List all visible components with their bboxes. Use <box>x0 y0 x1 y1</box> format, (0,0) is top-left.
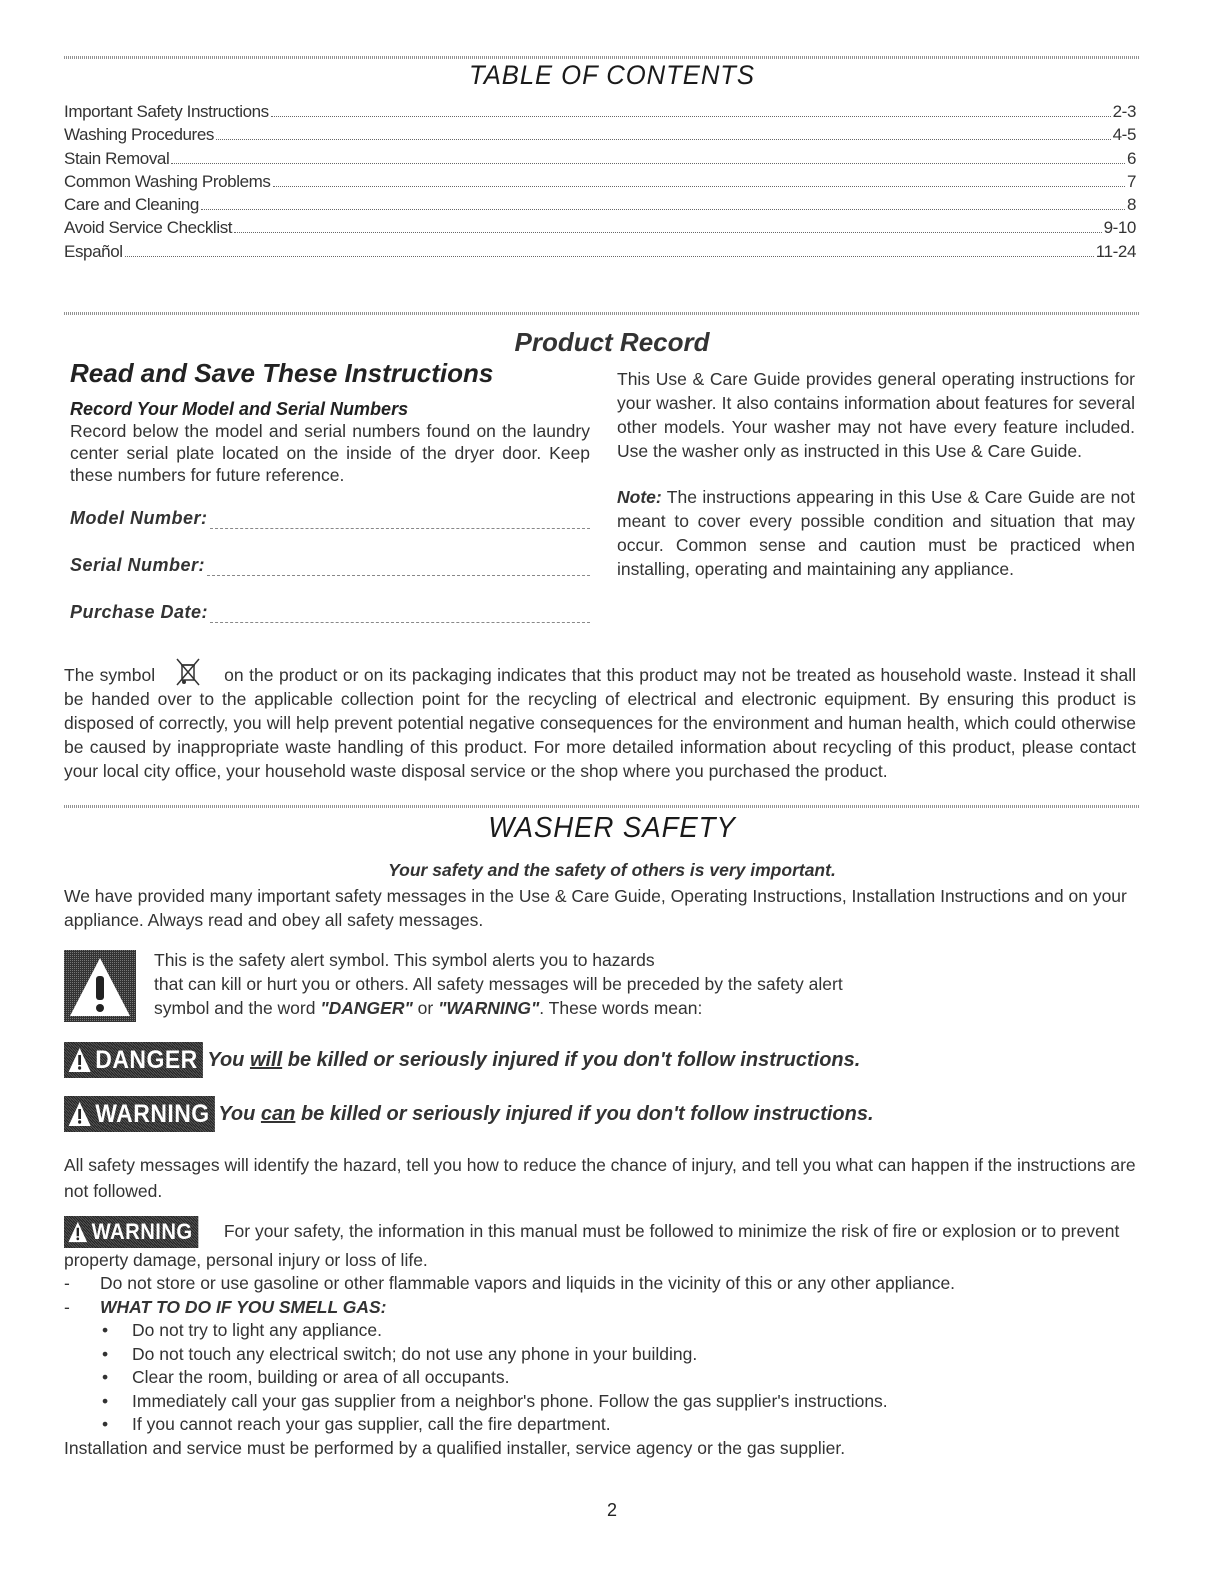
fire-explosion-warning <box>64 1216 1139 1272</box>
safety-messages-paragraph: All safety messages will identify the hazard, tell you how to reduce the chance of injury, and tell you what can happen if the instructions are not followed. <box>64 1155 1136 1201</box>
warning-word: "WARNING" <box>438 998 540 1018</box>
note-label: Note: <box>617 487 662 507</box>
danger-message <box>207 1049 860 1072</box>
dot-leader <box>271 115 1111 117</box>
toc-entry[interactable] <box>64 218 1136 241</box>
dot-leader <box>201 208 1125 210</box>
warning-label: WARNING <box>91 1219 193 1244</box>
msg-part: You <box>207 1048 250 1071</box>
alert-line <box>154 996 1114 1020</box>
washer-safety-subtitle: Your safety and the safety of others is very important. <box>388 860 836 880</box>
divider <box>64 805 1139 808</box>
msg-emphasis: will <box>249 1048 283 1071</box>
record-numbers-body: Record below the model and serial numbers found on the laundry center serial plate located on the inside of the dryer door. Keep these numbers for future reference. <box>70 421 590 485</box>
toc-entry-page: 4-5 <box>1112 125 1136 145</box>
list-item <box>64 1272 1139 1296</box>
list-item-text: Do not store or use gasoline or other flammable vapors and liquids in the vicinity of this or any other appliance. <box>100 1273 956 1293</box>
toc-entry-label: Common Washing Problems <box>64 171 271 191</box>
divider <box>64 312 1139 315</box>
danger-label: DANGER <box>95 1045 198 1074</box>
msg-part: be killed or seriously injured if you don't follow instructions. <box>295 1102 874 1125</box>
model-number-field[interactable] <box>70 508 590 529</box>
toc-entry-label: Care and Cleaning <box>64 195 199 215</box>
warning-badge <box>64 1096 215 1132</box>
serial-number-blank[interactable] <box>207 557 590 576</box>
guide-info <box>617 367 1135 581</box>
list-item <box>64 1413 1139 1437</box>
list-item <box>64 1296 1139 1320</box>
dot-leader <box>125 255 1094 257</box>
toc-entry-label: Avoid Service Checklist <box>64 218 233 238</box>
dot-leader <box>171 162 1125 164</box>
fire-warning-text: For your safety, the information in this manual must be followed to minimize the risk of fire or explosion or to prevent property damage, personal injury or loss of life. <box>64 1221 1120 1270</box>
field-label: Purchase Date: <box>70 602 209 622</box>
weee-text-start: The symbol <box>64 665 156 685</box>
gas-safety-list <box>64 1272 1139 1460</box>
dash-marker: - <box>64 1296 70 1317</box>
alert-line: that can kill or hurt you or others. All safety messages will be preceded by the safety alert <box>154 974 843 994</box>
alert-text-part: . These words mean: <box>539 998 703 1018</box>
crossed-out-wheelie-bin-icon <box>173 657 203 687</box>
warning-definition <box>64 1096 874 1132</box>
toc-entry-page: 9-10 <box>1103 218 1136 238</box>
msg-emphasis: can <box>260 1102 296 1125</box>
washer-safety-intro: We have provided many important safety messages in the Use & Care Guide, Operating Instructions, Installation Instructions and on your appliance. Always read and obey all safety messages. <box>64 886 1127 930</box>
danger-definition <box>64 1042 860 1078</box>
dash-marker: - <box>64 1273 70 1293</box>
toc-entry-page: 11-24 <box>1095 241 1136 261</box>
washer-safety-title: WASHER SAFETY <box>488 812 736 844</box>
alert-text-part: or <box>412 998 439 1018</box>
list-item-text: Clear the room, building or area of all occupants. <box>132 1367 510 1387</box>
page-number: 2 <box>606 1500 617 1520</box>
toc-entry-label: Important Safety Instructions <box>64 102 269 121</box>
msg-part: You <box>218 1102 261 1125</box>
purchase-date-field[interactable] <box>70 602 590 623</box>
guide-note <box>617 485 1135 581</box>
field-label: Serial Number: <box>70 555 206 575</box>
bullet-icon: • <box>102 1320 109 1340</box>
bullet-icon: • <box>102 1390 109 1411</box>
toc-entry-page: 8 <box>1126 195 1136 215</box>
list-item <box>64 1319 1139 1343</box>
safety-alert-text <box>154 948 1114 1020</box>
record-numbers-subheading: Record Your Model and Serial Numbers <box>70 399 409 419</box>
toc-entry[interactable] <box>64 172 1136 195</box>
list-item-text: Do not touch any electrical switch; do not use any phone in your building. <box>132 1343 698 1364</box>
safety-alert-icon <box>64 950 136 1022</box>
divider <box>64 56 1139 59</box>
weee-disposal-notice <box>64 657 1136 783</box>
warning-message <box>218 1103 873 1126</box>
toc-entry[interactable] <box>64 242 1136 265</box>
list-item-text: If you cannot reach your gas supplier, call the fire department. <box>132 1414 611 1434</box>
bullet-icon: • <box>102 1367 109 1387</box>
msg-part: be killed or seriously injured if you don't follow instructions. <box>282 1048 861 1071</box>
purchase-date-blank[interactable] <box>210 604 590 623</box>
warning-triangle-icon <box>68 1221 88 1243</box>
list-item <box>64 1366 1139 1390</box>
list-item <box>64 1343 1139 1367</box>
dot-leader <box>234 231 1101 233</box>
bullet-icon: • <box>102 1414 109 1434</box>
list-item-text: Immediately call your gas supplier from a neighbor's phone. Follow the gas supplier's instructions. <box>132 1390 888 1411</box>
guide-intro: This Use & Care Guide provides general operating instructions for your washer. It also contains information about features for several other models. Your washer may not have every feature included. Use the washer only as instructed in this Use & Care Guide. <box>617 369 1135 461</box>
installation-notice: Installation and service must be performed by a qualified installer, service agency or the gas supplier. <box>64 1437 846 1458</box>
toc-entry[interactable] <box>64 125 1136 148</box>
note-text: The instructions appearing in this Use & Care Guide are not meant to cover every possible condition and situation that may occur. Common sense and caution must be practiced when installing, operating and maintaining any appliance. <box>617 487 1135 579</box>
list-item <box>64 1390 1139 1414</box>
record-instructions <box>70 358 590 623</box>
dot-leader <box>273 185 1125 187</box>
model-number-blank[interactable] <box>210 510 590 529</box>
toc-entry-label: Washing Procedures <box>64 125 214 145</box>
warning-badge <box>64 1216 198 1248</box>
toc-entry[interactable] <box>64 102 1136 125</box>
weee-text-rest: on the product or on its packaging indicates that this product may not be treated as household waste. Instead it shall be handed over to the applicable collection point for the recycling of electrical and electronic equipment. By ensuring this product is disposed of correctly, you will help prevent potential negative consequences for the environment and human health, which could otherwise be caused by inappropriate waste handling of this product. For more detailed information about recycling of this product, please contact your local city office, your household waste disposal service or the shop where you purchased the product. <box>64 665 1136 781</box>
list-item-text: Do not try to light any appliance. <box>132 1320 383 1340</box>
toc-entry-page: 6 <box>1126 148 1136 168</box>
toc-entry-label: Stain Removal <box>64 148 170 168</box>
serial-number-field[interactable] <box>70 555 590 576</box>
warning-triangle-icon <box>68 1047 92 1073</box>
read-save-heading: Read and Save These Instructions <box>70 358 494 388</box>
danger-word: "DANGER" <box>320 998 413 1018</box>
field-label: Model Number: <box>70 508 208 528</box>
table-of-contents <box>64 102 1136 265</box>
toc-title: TABLE OF CONTENTS <box>468 60 755 90</box>
toc-entry[interactable] <box>64 149 1136 172</box>
toc-entry-page: 7 <box>1126 171 1136 191</box>
toc-entry[interactable] <box>64 195 1136 218</box>
product-record-title: Product Record <box>514 327 710 357</box>
alert-line: This is the safety alert symbol. This symbol alerts you to hazards <box>154 950 655 970</box>
warning-label: WARNING <box>95 1099 210 1128</box>
alert-text-part: symbol and the word <box>154 998 321 1018</box>
toc-entry-label: Español <box>64 241 123 261</box>
warning-triangle-icon <box>68 1101 92 1127</box>
dot-leader <box>216 138 1111 140</box>
smell-gas-heading: WHAT TO DO IF YOU SMELL GAS: <box>100 1296 387 1317</box>
bullet-icon: • <box>102 1343 109 1364</box>
danger-badge <box>64 1042 203 1078</box>
toc-entry-page: 2-3 <box>1112 102 1136 121</box>
